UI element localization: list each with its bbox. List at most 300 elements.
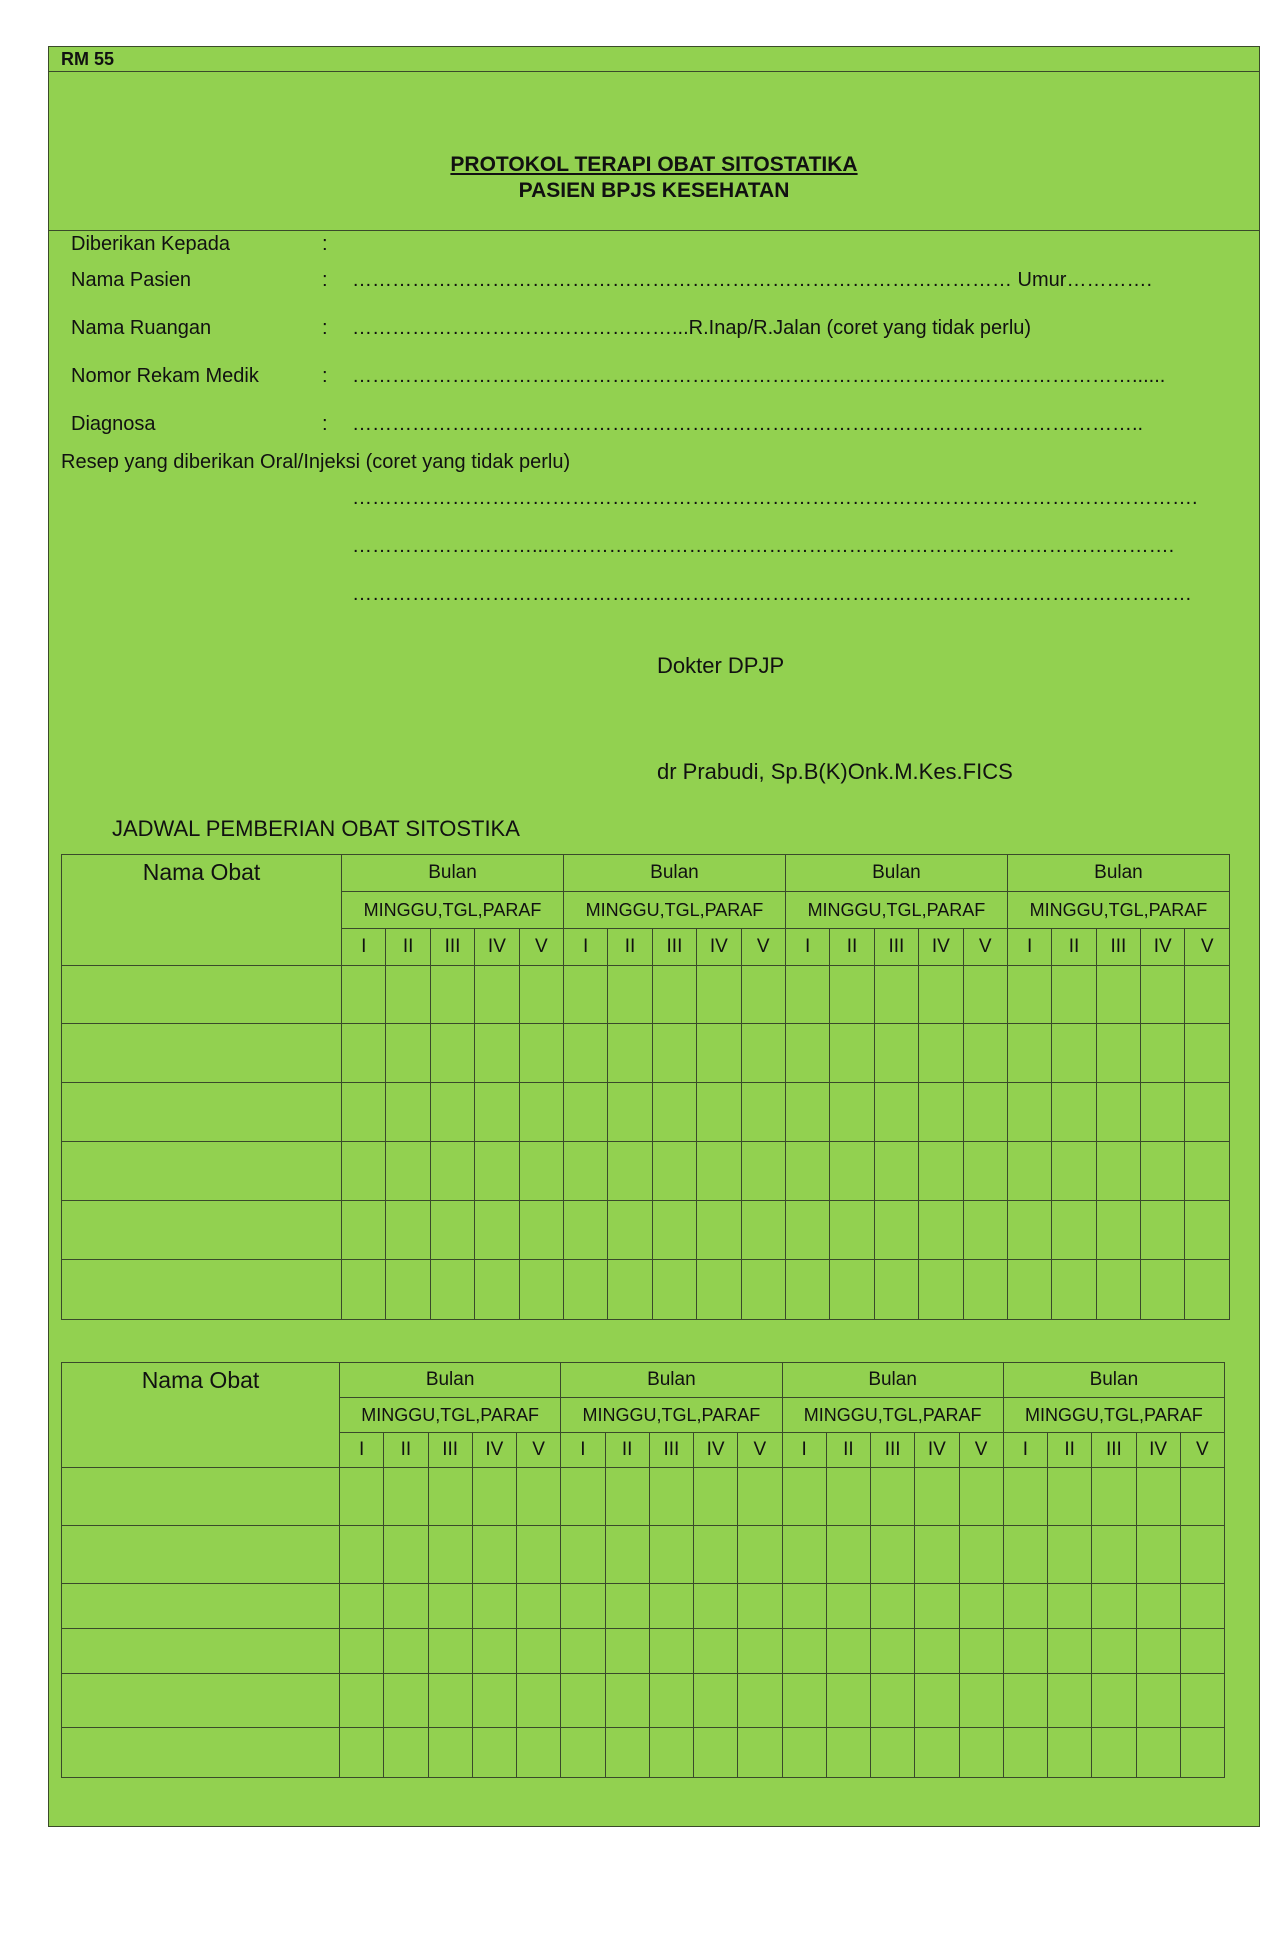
drug-name-cell[interactable] <box>62 966 342 1024</box>
schedule-cell[interactable] <box>1007 1142 1051 1201</box>
schedule-cell[interactable] <box>741 1142 785 1201</box>
schedule-cell[interactable] <box>517 1728 561 1778</box>
schedule-cell[interactable] <box>782 1584 826 1629</box>
schedule-cell[interactable] <box>738 1728 782 1778</box>
schedule-cell[interactable] <box>1092 1584 1136 1629</box>
schedule-cell[interactable] <box>741 966 785 1024</box>
schedule-cell[interactable] <box>608 1083 652 1142</box>
schedule-cell[interactable] <box>1092 1674 1136 1728</box>
schedule-cell[interactable] <box>963 966 1007 1024</box>
schedule-cell[interactable] <box>342 1142 386 1201</box>
schedule-cell[interactable] <box>1048 1584 1092 1629</box>
schedule-cell[interactable] <box>963 1142 1007 1201</box>
schedule-cell[interactable] <box>785 1201 829 1260</box>
schedule-cell[interactable] <box>1136 1674 1180 1728</box>
field-nomor-rekam-medik[interactable]: ………………………………………………………………………………………………………...... <box>352 365 1166 387</box>
schedule-cell[interactable] <box>1003 1674 1047 1728</box>
schedule-cell[interactable] <box>342 1024 386 1083</box>
schedule-cell[interactable] <box>428 1728 472 1778</box>
schedule-cell[interactable] <box>517 1629 561 1674</box>
week-header-cell: V <box>1180 1433 1224 1468</box>
schedule-cell[interactable] <box>963 1083 1007 1142</box>
schedule-cell[interactable] <box>1136 1728 1180 1778</box>
schedule-cell[interactable] <box>830 1083 874 1142</box>
schedule-cell[interactable] <box>830 1201 874 1260</box>
schedule-cell[interactable] <box>694 1468 738 1526</box>
schedule-cell[interactable] <box>785 1083 829 1142</box>
week-header-cell: IV <box>1136 1433 1180 1468</box>
schedule-cell[interactable] <box>649 1468 693 1526</box>
week-header-cell: I <box>561 1433 605 1468</box>
label-nomor-rekam-medik: Nomor Rekam Medik <box>71 365 259 387</box>
schedule-cell[interactable] <box>472 1629 516 1674</box>
drug-name-cell[interactable] <box>62 1260 342 1320</box>
schedule-cell[interactable] <box>694 1629 738 1674</box>
schedule-cell[interactable] <box>649 1629 693 1674</box>
schedule-cell[interactable] <box>697 1201 741 1260</box>
schedule-cell[interactable] <box>871 1526 915 1584</box>
field-nama-ruangan[interactable]: …………………………………………...R.Inap/R.Jalan (coret yang tidak perlu) <box>352 317 1032 339</box>
week-header-cell: V <box>1185 929 1230 966</box>
schedule-cell[interactable] <box>475 1201 519 1260</box>
schedule-cell[interactable] <box>785 1142 829 1201</box>
minggu-header: MINGGU,TGL,PARAF <box>782 1398 1003 1433</box>
schedule-cell[interactable] <box>1180 1674 1224 1728</box>
drug-name-cell[interactable] <box>62 1629 340 1674</box>
schedule-cell[interactable] <box>384 1468 428 1526</box>
schedule-cell[interactable] <box>1185 1142 1230 1201</box>
schedule-cell[interactable] <box>1003 1629 1047 1674</box>
drug-name-cell[interactable] <box>62 1674 340 1728</box>
schedule-cell[interactable] <box>871 1728 915 1778</box>
week-header-cell: IV <box>697 929 741 966</box>
schedule-cell[interactable] <box>386 1201 430 1260</box>
week-header-cell: I <box>340 1433 384 1468</box>
schedule-cell[interactable] <box>915 1629 959 1674</box>
schedule-cell[interactable] <box>1007 966 1051 1024</box>
schedule-cell[interactable] <box>384 1584 428 1629</box>
schedule-cell[interactable] <box>519 1083 563 1142</box>
schedule-cell[interactable] <box>1185 1024 1230 1083</box>
schedule-cell[interactable] <box>428 1526 472 1584</box>
schedule-cell[interactable] <box>561 1674 605 1728</box>
table-row <box>62 1584 1225 1629</box>
schedule-cell[interactable] <box>384 1526 428 1584</box>
schedule-cell[interactable] <box>1180 1629 1224 1674</box>
week-header-cell: III <box>649 1433 693 1468</box>
schedule-cell[interactable] <box>1096 1024 1140 1083</box>
schedule-cell[interactable] <box>919 966 963 1024</box>
drug-name-cell[interactable] <box>62 1584 340 1629</box>
minggu-header: MINGGU,TGL,PARAF <box>1007 892 1229 929</box>
schedule-cell[interactable] <box>1185 1201 1230 1260</box>
week-header-cell: II <box>605 1433 649 1468</box>
schedule-cell[interactable] <box>340 1526 384 1584</box>
schedule-cell[interactable] <box>871 1468 915 1526</box>
schedule-cell[interactable] <box>1136 1629 1180 1674</box>
schedule-cell[interactable] <box>608 1260 652 1320</box>
week-header-cell: II <box>1052 929 1096 966</box>
schedule-cell[interactable] <box>963 1024 1007 1083</box>
schedule-cell[interactable] <box>782 1728 826 1778</box>
schedule-cell[interactable] <box>386 1260 430 1320</box>
schedule-cell[interactable] <box>384 1674 428 1728</box>
form-sheet <box>48 46 1260 1827</box>
schedule-cell[interactable] <box>652 966 696 1024</box>
schedule-cell[interactable] <box>605 1674 649 1728</box>
schedule-cell[interactable] <box>386 1024 430 1083</box>
schedule-cell[interactable] <box>561 1468 605 1526</box>
schedule-cell[interactable] <box>430 966 474 1024</box>
schedule-cell[interactable] <box>428 1674 472 1728</box>
schedule-cell[interactable] <box>915 1468 959 1526</box>
schedule-cell[interactable] <box>1007 1260 1051 1320</box>
schedule-cell[interactable] <box>785 1260 829 1320</box>
schedule-cell[interactable] <box>874 1024 918 1083</box>
table-row <box>62 1201 1230 1260</box>
schedule-cell[interactable] <box>342 1201 386 1260</box>
schedule-cell[interactable] <box>430 1142 474 1201</box>
schedule-cell[interactable] <box>340 1629 384 1674</box>
schedule-cell[interactable] <box>1003 1584 1047 1629</box>
schedule-cell[interactable] <box>738 1584 782 1629</box>
schedule-table-1 <box>61 854 1230 1320</box>
schedule-cell[interactable] <box>1185 1260 1230 1320</box>
schedule-cell[interactable] <box>915 1584 959 1629</box>
schedule-cell[interactable] <box>738 1629 782 1674</box>
schedule-cell[interactable] <box>1096 966 1140 1024</box>
schedule-cell[interactable] <box>1136 1584 1180 1629</box>
bulan-header: Bulan <box>782 1363 1003 1398</box>
week-header-cell: V <box>738 1433 782 1468</box>
schedule-cell[interactable] <box>605 1584 649 1629</box>
colon: : <box>322 365 328 387</box>
week-header-cell: I <box>563 929 607 966</box>
schedule-cell[interactable] <box>741 1260 785 1320</box>
week-header-cell: III <box>1092 1433 1136 1468</box>
schedule-cell[interactable] <box>517 1674 561 1728</box>
schedule-cell[interactable] <box>1141 1083 1185 1142</box>
schedule-cell[interactable] <box>915 1728 959 1778</box>
schedule-cell[interactable] <box>340 1674 384 1728</box>
schedule-cell[interactable] <box>871 1629 915 1674</box>
schedule-cell[interactable] <box>1185 966 1230 1024</box>
schedule-cell[interactable] <box>649 1674 693 1728</box>
schedule-cell[interactable] <box>830 1024 874 1083</box>
schedule-cell[interactable] <box>472 1674 516 1728</box>
nama-obat-header: Nama Obat <box>62 855 342 966</box>
schedule-cell[interactable] <box>605 1629 649 1674</box>
schedule-cell[interactable] <box>1003 1468 1047 1526</box>
schedule-cell[interactable] <box>959 1728 1003 1778</box>
schedule-cell[interactable] <box>475 1142 519 1201</box>
schedule-cell[interactable] <box>519 966 563 1024</box>
schedule-cell[interactable] <box>472 1728 516 1778</box>
schedule-cell[interactable] <box>785 1024 829 1083</box>
schedule-cell[interactable] <box>738 1526 782 1584</box>
schedule-cell[interactable] <box>963 1201 1007 1260</box>
schedule-cell[interactable] <box>1052 1201 1096 1260</box>
schedule-cell[interactable] <box>738 1674 782 1728</box>
schedule-cell[interactable] <box>649 1526 693 1584</box>
schedule-cell[interactable] <box>959 1468 1003 1526</box>
label-nama-pasien: Nama Pasien <box>71 269 192 291</box>
schedule-cell[interactable] <box>738 1468 782 1526</box>
table-row <box>62 1142 1230 1201</box>
schedule-cell[interactable] <box>874 966 918 1024</box>
week-header-cell: IV <box>915 1433 959 1468</box>
schedule-cell[interactable] <box>697 1260 741 1320</box>
schedule-cell[interactable] <box>1048 1728 1092 1778</box>
label-diberikan-kepada: Diberikan Kepada <box>71 233 230 255</box>
resep-line[interactable]: ………………………...…………………………………………………………………………………. <box>352 535 1175 557</box>
schedule-cell[interactable] <box>519 1260 563 1320</box>
field-nama-pasien[interactable]: ……………………………………………………………………………………… Umur…………. <box>352 269 1152 291</box>
drug-name-cell[interactable] <box>62 1526 340 1584</box>
schedule-cell[interactable] <box>561 1629 605 1674</box>
schedule-cell[interactable] <box>428 1629 472 1674</box>
schedule-cell[interactable] <box>1141 1024 1185 1083</box>
schedule-cell[interactable] <box>1141 1201 1185 1260</box>
week-header-cell: III <box>874 929 918 966</box>
drug-name-cell[interactable] <box>62 1468 340 1526</box>
schedule-cell[interactable] <box>1096 1201 1140 1260</box>
schedule-cell[interactable] <box>959 1584 1003 1629</box>
schedule-cell[interactable] <box>741 1024 785 1083</box>
schedule-cell[interactable] <box>874 1260 918 1320</box>
schedule-cell[interactable] <box>1136 1468 1180 1526</box>
schedule-cell[interactable] <box>1096 1260 1140 1320</box>
schedule-cell[interactable] <box>519 1201 563 1260</box>
schedule-cell[interactable] <box>694 1674 738 1728</box>
schedule-cell[interactable] <box>430 1083 474 1142</box>
schedule-cell[interactable] <box>959 1629 1003 1674</box>
week-header-cell: I <box>785 929 829 966</box>
schedule-cell[interactable] <box>1141 1142 1185 1201</box>
schedule-cell[interactable] <box>1052 1142 1096 1201</box>
schedule-cell[interactable] <box>694 1526 738 1584</box>
schedule-cell[interactable] <box>826 1674 870 1728</box>
schedule-cell[interactable] <box>830 966 874 1024</box>
schedule-cell[interactable] <box>782 1526 826 1584</box>
drug-name-cell[interactable] <box>62 1201 342 1260</box>
schedule-cell[interactable] <box>1003 1728 1047 1778</box>
schedule-cell[interactable] <box>519 1024 563 1083</box>
schedule-cell[interactable] <box>342 1083 386 1142</box>
schedule-cell[interactable] <box>1048 1674 1092 1728</box>
schedule-cell[interactable] <box>608 1201 652 1260</box>
schedule-cell[interactable] <box>1048 1526 1092 1584</box>
schedule-cell[interactable] <box>826 1468 870 1526</box>
schedule-cell[interactable] <box>563 1142 607 1201</box>
schedule-cell[interactable] <box>826 1526 870 1584</box>
schedule-cell[interactable] <box>563 1260 607 1320</box>
schedule-cell[interactable] <box>652 1024 696 1083</box>
label-diagnosa: Diagnosa <box>71 413 156 435</box>
field-diagnosa[interactable]: ……………………………………………………………………………………………………….. <box>352 413 1144 435</box>
bulan-header: Bulan <box>340 1363 561 1398</box>
schedule-cell[interactable] <box>826 1584 870 1629</box>
schedule-cell[interactable] <box>1141 966 1185 1024</box>
schedule-cell[interactable] <box>963 1260 1007 1320</box>
schedule-cell[interactable] <box>871 1584 915 1629</box>
schedule-cell[interactable] <box>826 1728 870 1778</box>
schedule-cell[interactable] <box>874 1142 918 1201</box>
schedule-cell[interactable] <box>649 1728 693 1778</box>
schedule-cell[interactable] <box>826 1629 870 1674</box>
schedule-cell[interactable] <box>1180 1584 1224 1629</box>
schedule-cell[interactable] <box>475 1260 519 1320</box>
schedule-cell[interactable] <box>697 966 741 1024</box>
schedule-cell[interactable] <box>919 1083 963 1142</box>
schedule-cell[interactable] <box>1092 1526 1136 1584</box>
schedule-cell[interactable] <box>475 1024 519 1083</box>
schedule-cell[interactable] <box>563 966 607 1024</box>
schedule-cell[interactable] <box>340 1584 384 1629</box>
schedule-cell[interactable] <box>519 1142 563 1201</box>
schedule-cell[interactable] <box>741 1201 785 1260</box>
resep-line[interactable]: ……………………………………………………………………………………………………………… <box>352 583 1192 605</box>
schedule-cell[interactable] <box>563 1083 607 1142</box>
schedule-cell[interactable] <box>652 1201 696 1260</box>
minggu-header: MINGGU,TGL,PARAF <box>1003 1398 1224 1433</box>
schedule-cell[interactable] <box>874 1083 918 1142</box>
schedule-cell[interactable] <box>1007 1201 1051 1260</box>
schedule-cell[interactable] <box>1003 1526 1047 1584</box>
schedule-cell[interactable] <box>919 1201 963 1260</box>
schedule-cell[interactable] <box>919 1024 963 1083</box>
schedule-cell[interactable] <box>342 966 386 1024</box>
schedule-cell[interactable] <box>430 1201 474 1260</box>
schedule-cell[interactable] <box>1048 1629 1092 1674</box>
schedule-cell[interactable] <box>472 1468 516 1526</box>
schedule-cell[interactable] <box>1180 1468 1224 1526</box>
schedule-cell[interactable] <box>1092 1629 1136 1674</box>
schedule-cell[interactable] <box>782 1629 826 1674</box>
drug-name-cell[interactable] <box>62 1728 340 1778</box>
schedule-cell[interactable] <box>1052 966 1096 1024</box>
week-header-cell: V <box>741 929 785 966</box>
schedule-cell[interactable] <box>1180 1728 1224 1778</box>
table-row <box>62 1526 1225 1584</box>
schedule-cell[interactable] <box>652 1260 696 1320</box>
schedule-cell[interactable] <box>605 1526 649 1584</box>
schedule-cell[interactable] <box>1007 1024 1051 1083</box>
schedule-cell[interactable] <box>561 1526 605 1584</box>
schedule-cell[interactable] <box>652 1142 696 1201</box>
drug-name-cell[interactable] <box>62 1024 342 1083</box>
schedule-cell[interactable] <box>919 1142 963 1201</box>
schedule-cell[interactable] <box>386 1142 430 1201</box>
drug-name-cell[interactable] <box>62 1142 342 1201</box>
schedule-cell[interactable] <box>1052 1024 1096 1083</box>
schedule-cell[interactable] <box>697 1083 741 1142</box>
minggu-header: MINGGU,TGL,PARAF <box>785 892 1007 929</box>
schedule-cell[interactable] <box>959 1526 1003 1584</box>
schedule-cell[interactable] <box>1048 1468 1092 1526</box>
header-divider <box>49 71 1259 72</box>
schedule-cell[interactable] <box>428 1584 472 1629</box>
schedule-cell[interactable] <box>472 1584 516 1629</box>
schedule-cell[interactable] <box>649 1584 693 1629</box>
schedule-cell[interactable] <box>694 1584 738 1629</box>
schedule-cell[interactable] <box>871 1674 915 1728</box>
schedule-cell[interactable] <box>608 1024 652 1083</box>
schedule-cell[interactable] <box>608 966 652 1024</box>
schedule-cell[interactable] <box>830 1260 874 1320</box>
schedule-cell[interactable] <box>694 1728 738 1778</box>
schedule-cell[interactable] <box>517 1526 561 1584</box>
schedule-cell[interactable] <box>741 1083 785 1142</box>
schedule-cell[interactable] <box>386 1083 430 1142</box>
schedule-cell[interactable] <box>1007 1083 1051 1142</box>
schedule-cell[interactable] <box>430 1260 474 1320</box>
schedule-cell[interactable] <box>342 1260 386 1320</box>
schedule-cell[interactable] <box>605 1468 649 1526</box>
schedule-cell[interactable] <box>1096 1083 1140 1142</box>
resep-label: Resep yang diberikan Oral/Injeksi (coret yang tidak perlu) <box>61 451 571 473</box>
schedule-cell[interactable] <box>915 1526 959 1584</box>
schedule-cell[interactable] <box>517 1468 561 1526</box>
schedule-cell[interactable] <box>782 1468 826 1526</box>
schedule-cell[interactable] <box>697 1142 741 1201</box>
schedule-cell[interactable] <box>563 1201 607 1260</box>
schedule-cell[interactable] <box>475 1083 519 1142</box>
schedule-cell[interactable] <box>561 1728 605 1778</box>
schedule-cell[interactable] <box>915 1674 959 1728</box>
table-row <box>62 1629 1225 1674</box>
schedule-cell[interactable] <box>652 1083 696 1142</box>
table-row <box>62 966 1230 1024</box>
schedule-cell[interactable] <box>384 1629 428 1674</box>
schedule-cell[interactable] <box>782 1674 826 1728</box>
schedule-cell[interactable] <box>1096 1142 1140 1201</box>
schedule-cell[interactable] <box>608 1142 652 1201</box>
schedule-cell[interactable] <box>874 1201 918 1260</box>
schedule-cell[interactable] <box>1180 1526 1224 1584</box>
table-row <box>62 1674 1225 1728</box>
schedule-cell[interactable] <box>1092 1468 1136 1526</box>
schedule-cell[interactable] <box>428 1468 472 1526</box>
schedule-cell[interactable] <box>517 1584 561 1629</box>
schedule-cell[interactable] <box>959 1674 1003 1728</box>
schedule-cell[interactable] <box>1185 1083 1230 1142</box>
schedule-cell[interactable] <box>386 966 430 1024</box>
schedule-cell[interactable] <box>472 1526 516 1584</box>
resep-line[interactable]: ………………………………………………………………………………………………………………. <box>352 487 1198 509</box>
schedule-cell[interactable] <box>830 1142 874 1201</box>
drug-name-cell[interactable] <box>62 1083 342 1142</box>
title-divider <box>49 230 1259 231</box>
schedule-cell[interactable] <box>384 1728 428 1778</box>
schedule-cell[interactable] <box>697 1024 741 1083</box>
schedule-cell[interactable] <box>340 1728 384 1778</box>
schedule-cell[interactable] <box>1052 1083 1096 1142</box>
schedule-cell[interactable] <box>1052 1260 1096 1320</box>
schedule-cell[interactable] <box>430 1024 474 1083</box>
schedule-cell[interactable] <box>1136 1526 1180 1584</box>
week-header-cell: III <box>428 1433 472 1468</box>
schedule-cell[interactable] <box>563 1024 607 1083</box>
schedule-cell[interactable] <box>340 1468 384 1526</box>
schedule-cell[interactable] <box>1092 1728 1136 1778</box>
schedule-cell[interactable] <box>475 966 519 1024</box>
schedule-cell[interactable] <box>785 966 829 1024</box>
schedule-cell[interactable] <box>1141 1260 1185 1320</box>
schedule-cell[interactable] <box>561 1584 605 1629</box>
schedule-cell[interactable] <box>919 1260 963 1320</box>
schedule-cell[interactable] <box>605 1728 649 1778</box>
